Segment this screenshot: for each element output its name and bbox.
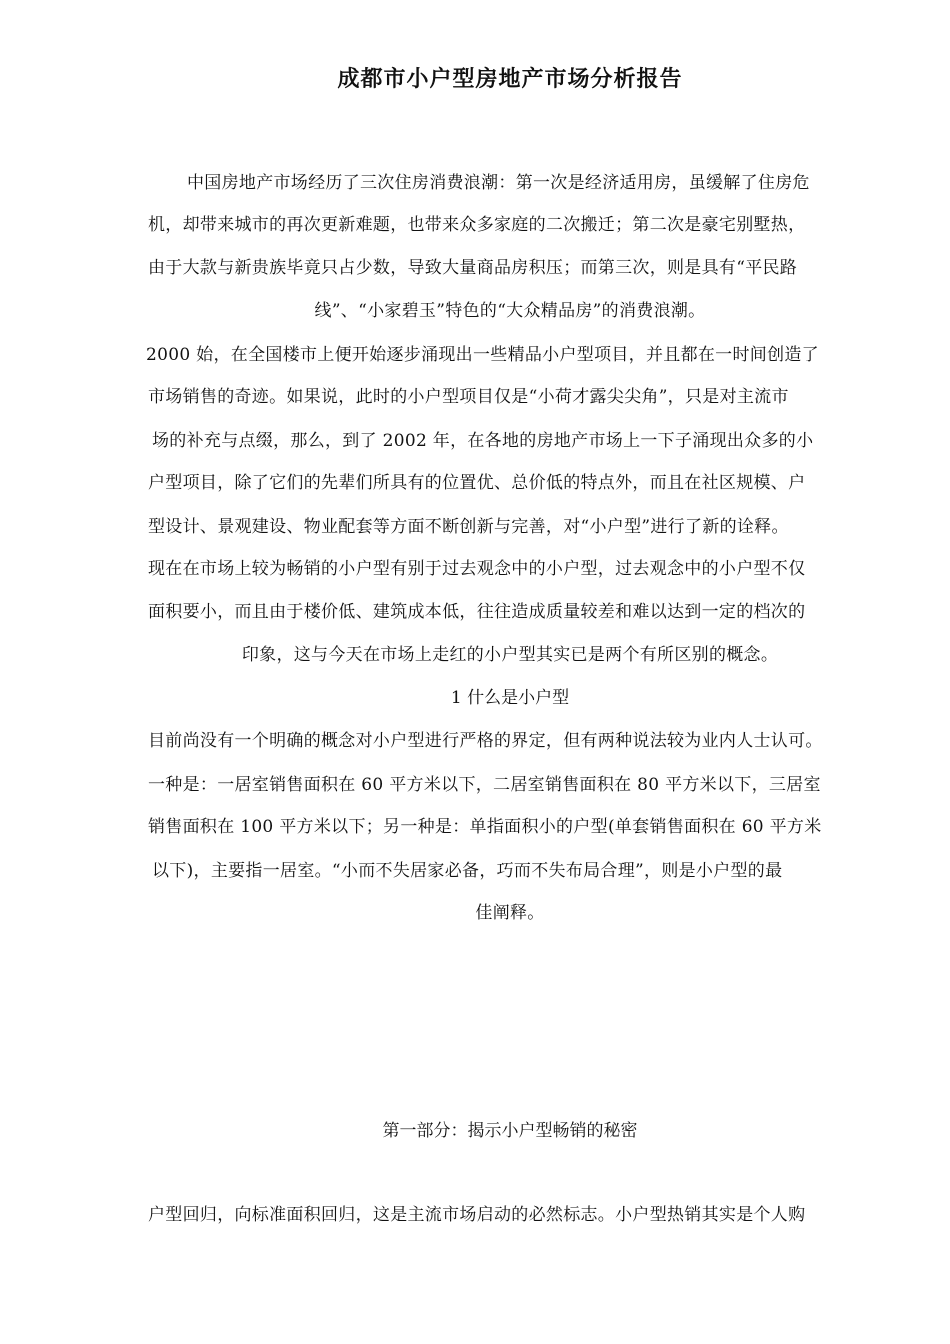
para2-line-8: 印象，这与今天在市场上走红的小户型其实已是两个有所区别的概念。 [241,645,779,665]
document-title: 成都市小户型房地产市场分析报告 [337,67,683,92]
para2-line-6: 现在在市场上较为畅销的小户型有别于过去观念中的小户型，过去观念中的小户型不仅 [148,559,806,579]
para2-line-2: 市场销售的奇迹。如果说，此时的小户型项目仅是“小荷才露尖尖角”，只是对主流市 [148,387,789,407]
para2-line-4: 户型项目，除了它们的先辈们所具有的位置优、总价低的特点外，而且在社区规模、户 [148,473,806,493]
part1-line-1: 户型回归，向标准面积回归，这是主流市场启动的必然标志。小户型热销其实是个人购 [148,1205,806,1225]
part1-heading: 第一部分：揭示小户型畅销的秘密 [382,1121,638,1141]
para2-line-1: 2000 始，在全国楼市上便开始逐步涌现出一些精品小户型项目，并且都在一时间创造了 [146,345,819,365]
para2-line-3: 场的补充与点缀，那么，到了 2002 年，在各地的房地产市场上一下子涌现出众多的小 [152,431,814,451]
section1-line-2: 一种是：一居室销售面积在 60 平方米以下，二居室销售面积在 80 平方米以下，三居室 [148,775,821,795]
intro-line-2: 机，却带来城市的再次更新难题，也带来众多家庭的二次搬迁；第二次是豪宅别墅热， [148,215,806,235]
intro-line-1: 中国房地产市场经历了三次住房消费浪潮：第一次是经济适用房，虽缓解了住房危 [187,173,810,193]
section-heading-what-is-small-unit: 1 什么是小户型 [450,688,570,708]
intro-line-4: 线”、“小家碧玉”特色的“大众精品房”的消费浪潮。 [314,301,706,321]
section1-line-3: 销售面积在 100 平方米以下；另一种是：单指面积小的户型(单套销售面积在 60 平方米 [148,817,822,837]
section1-line-5: 佳阐释。 [475,903,545,923]
section1-line-4: 以下)，主要指一居室。“小而不失居家必备，巧而不失布局合理”，则是小户型的最 [152,861,783,881]
para2-line-7: 面积要小，而且由于楼价低、建筑成本低，往往造成质量较差和难以达到一定的档次的 [148,602,806,622]
para2-line-5: 型设计、景观建设、物业配套等方面不断创新与完善，对“小户型”进行了新的诠释。 [148,517,789,537]
intro-line-3: 由于大款与新贵族毕竟只占少数，导致大量商品房积压；而第三次，则是具有“平民路 [148,258,798,278]
section1-line-1: 目前尚没有一个明确的概念对小户型进行严格的界定，但有两种说法较为业内人士认可。 [148,731,823,751]
